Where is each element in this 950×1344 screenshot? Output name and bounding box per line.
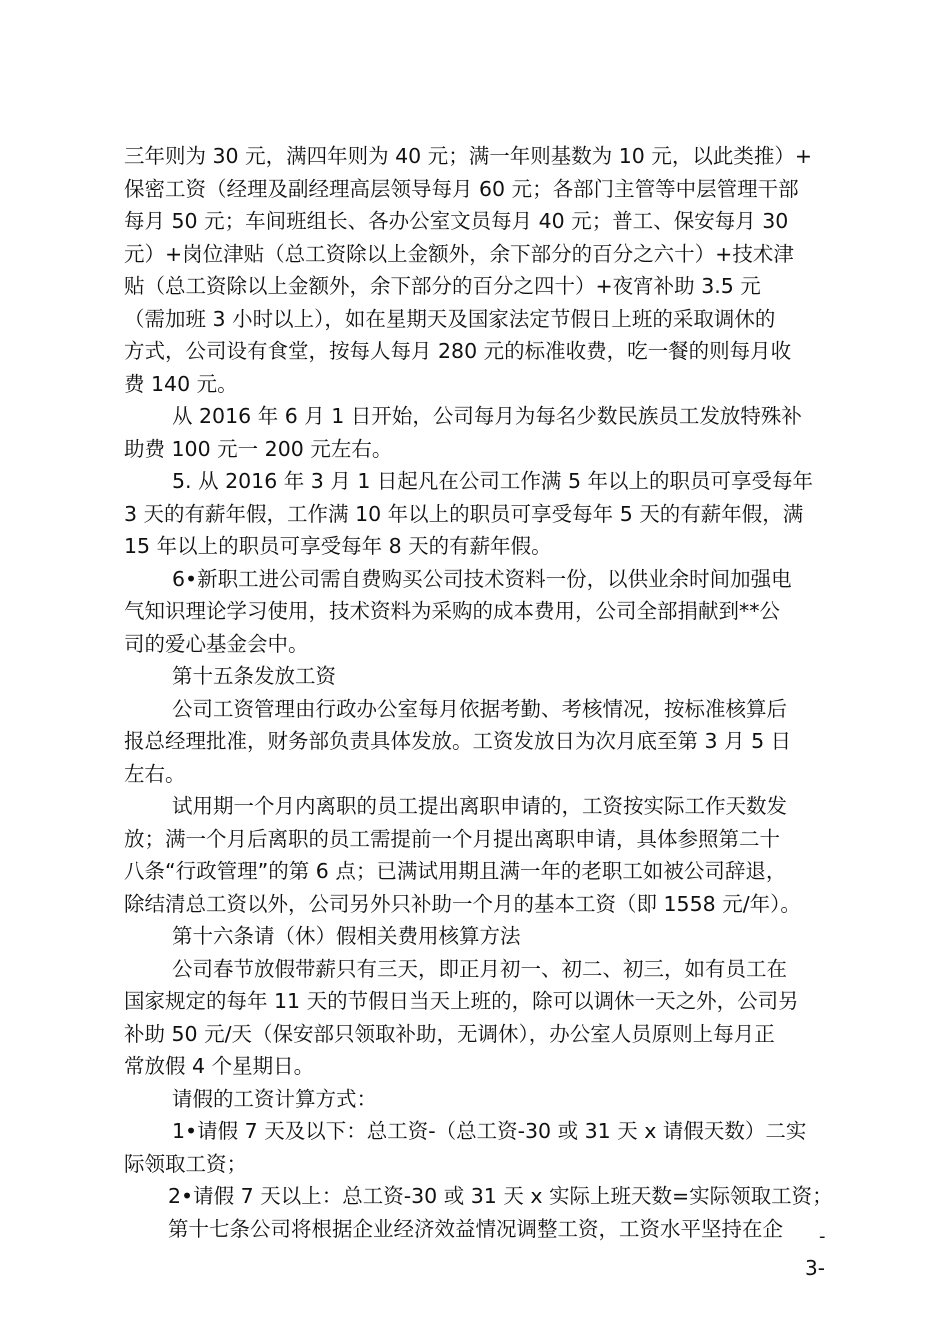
text-line: 费 140 元。 [124,371,238,396]
text-line: 除结清总工资以外，公司另外只补助一个月的基本工资（即 1558 元/年）。 [124,891,801,916]
section-heading: 第十五条发放工资 [172,664,336,688]
text-line: 2•请假 7 天以上：总工资-30 或 31 天 x 实际上班天数=实际领取工资； [168,1184,833,1208]
text-line: 八条“行政管理”的第 6 点；已满试用期且满一年的老职工如被公司辞退， [124,859,787,883]
page-number: 3- [805,1256,825,1280]
text-line: 15 年以上的职员可享受每年 8 天的有薪年假。 [124,534,552,558]
text-line: 助费 100 元一 200 元左右。 [124,436,393,461]
text-line: 补助 50 元/天（保安部只领取补助，无调休），办公室人员原则上每月正 [124,1021,775,1046]
text-line: 从 2016 年 6 月 1 日开始，公司每月为每名少数民族员工发放特殊补 [172,404,802,428]
text-line: 每月 50 元；车间班组长、各办公室文员每月 40 元；普工、保安每月 30 [124,209,789,233]
text-line: 际领取工资； [124,1151,247,1176]
text-line: 5. 从 2016 年 3 月 1 日起凡在公司工作满 5 年以上的职员可享受每年 [172,469,814,493]
body-text [124,140,854,1245]
text-line: 保密工资（经理及副经理高层领导每月 60 元；各部门主管等中层管理干部 [124,176,799,201]
section-heading: 第十六条请（休）假相关费用核算方法 [172,924,521,948]
text-line: 6•新职工进公司需自费购买公司技术资料一份，以供业余时间加强电 [172,566,792,591]
text-line: 贴（总工资除以上金额外，余下部分的百分之四十）+夜宵补助 3.5 元 [124,274,761,298]
text-line: （需加班 3 小时以上），如在星期天及国家法定节假日上班的采取调休的 [124,306,776,331]
text-line: 元）+岗位津贴（总工资除以上金额外，余下部分的百分之六十）+技术津 [124,241,794,266]
text-line: 试用期一个月内离职的员工提出离职申请的，工资按实际工作天数发 [172,794,787,818]
text-line: 司的爱心基金会中。 [124,631,309,656]
text-line: 方式，公司设有食堂，按每人每月 280 元的标准收费，吃一餐的则每月收 [124,339,792,363]
text-line: 报总经理批准，财务部负责具体发放。工资发放日为次月底至第 3 月 5 日 [124,729,792,753]
text-line: 气知识理论学习使用，技术资料为采购的成本费用，公司全部捐献到**公 [124,599,780,623]
text-line: 3 天的有薪年假，工作满 10 年以上的职员可享受每年 5 天的有薪年假，满 [124,501,804,526]
text-line: 放；满一个月后离职的员工需提前一个月提出离职申请，具体参照第二十 [124,826,780,851]
text-line: 请假的工资计算方式： [172,1086,377,1111]
text-line: 公司春节放假带薪只有三天，即正月初一、初二、初三，如有员工在 [172,956,787,981]
section-heading: 第十七条公司将根据企业经济效益情况调整工资，工资水平坚持在企 [168,1216,783,1241]
text-line: 国家规定的每年 11 天的节假日当天上班的，除可以调休一天之外，公司另 [124,989,799,1013]
text-line: 三年则为 30 元，满四年则为 40 元；满一年则基数为 10 元，以此类推）+ [124,144,813,168]
footer-dash: - [819,1226,826,1247]
text-line: 1•请假 7 天及以下：总工资-（总工资-30 或 31 天 x 请假天数）二实 [172,1119,807,1143]
text-line: 常放假 4 个星期日。 [124,1054,315,1078]
text-line: 左右。 [124,761,186,786]
text-line: 公司工资管理由行政办公室每月依据考勤、考核情况，按标准核算后 [172,696,787,721]
